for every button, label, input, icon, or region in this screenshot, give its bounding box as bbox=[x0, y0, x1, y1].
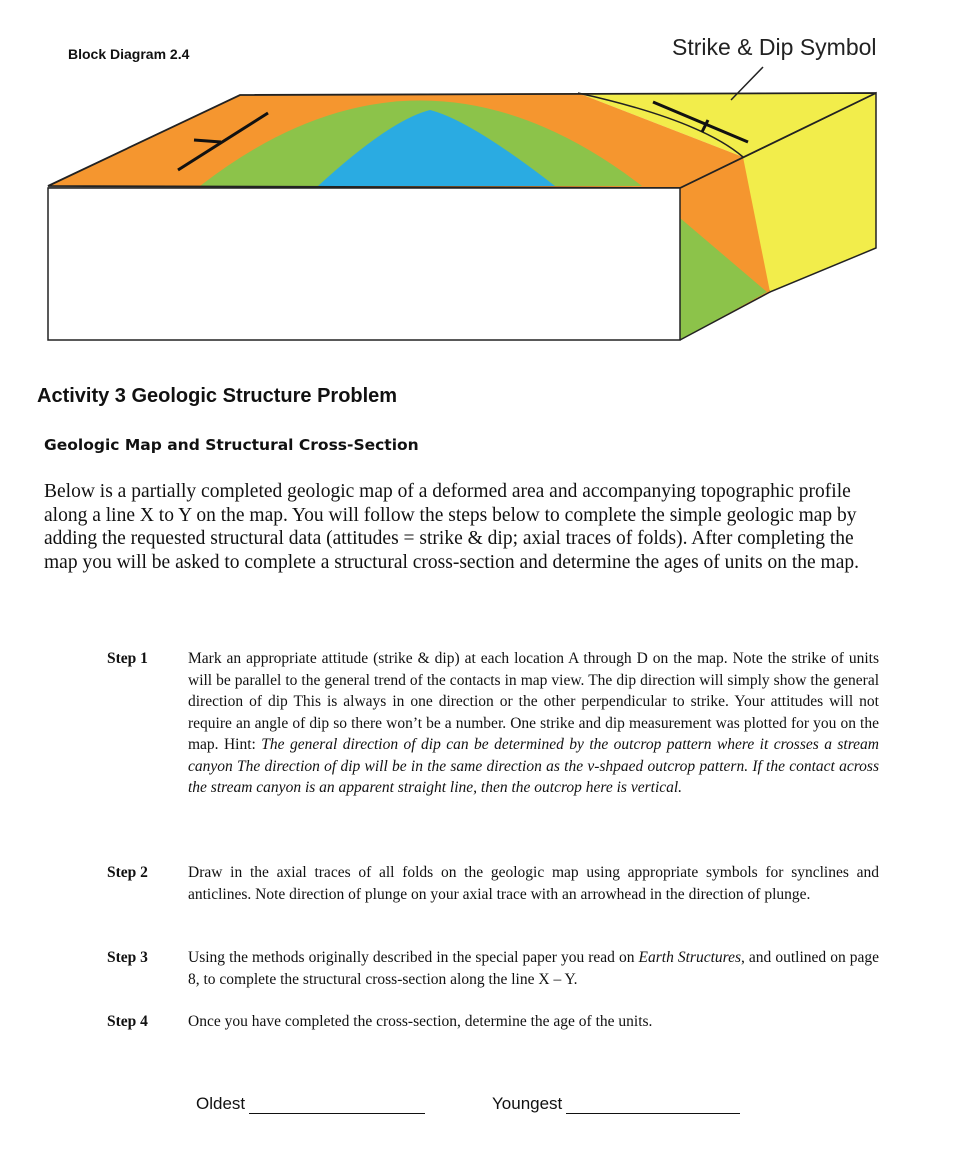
block-diagram bbox=[0, 0, 974, 360]
step-text: Mark an appropriate attitude (strike & dip) at each location A through D on the map. Note the strike of units will be parallel to the general trend of the contacts in map view. The dip direction will simply show the general direction of dip This is always in one direction or the other perpendicular to strike. Your attitudes will not require an angle of dip so there won’t be a number. One strike and dip measurement was plotted for you on the map. Hint: bbox=[188, 650, 879, 753]
youngest-answer bbox=[492, 1094, 740, 1114]
step-text: Using the methods originally described in the special paper you read on bbox=[188, 949, 639, 966]
step-4 bbox=[107, 1011, 879, 1033]
strike-dip-symbol-label: Strike & Dip Symbol bbox=[672, 34, 877, 60]
step-label: Step 1 bbox=[107, 650, 148, 667]
step-2 bbox=[107, 862, 879, 905]
oldest-answer bbox=[196, 1094, 425, 1114]
step-italic: Earth Structures bbox=[638, 949, 742, 966]
step-3 bbox=[107, 947, 879, 990]
youngest-answer-line[interactable] bbox=[566, 1097, 740, 1114]
diagram-title: Block Diagram 2.4 bbox=[68, 46, 190, 62]
intro-paragraph: Below is a partially completed geologic map of a deformed area and accompanying topographic profile along a line X to Y on the map. You will follow the steps below to complete the simple geologic map by adding the requested structural data (attitudes = strike & dip; axial traces of folds). After completing the map you will be asked to complete a structural cross-section and determine the ages of units on the map. bbox=[44, 481, 859, 573]
oldest-label: Oldest bbox=[196, 1094, 246, 1113]
step-label: Step 2 bbox=[107, 864, 148, 881]
youngest-label: Youngest bbox=[492, 1094, 563, 1113]
step-text: , and outlined on page 8, to complete the structural cross-section along the line X – Y. bbox=[188, 949, 879, 988]
step-hint: The general direction of dip can be determined by the outcrop pattern where it crosses a stream canyon The direction of dip will be in the same direction as the v-shpaed outcrop pattern. If the contact across the stream canyon is an apparent straight line, then the outcrop here is vertical. bbox=[188, 736, 879, 796]
activity-title: Activity 3 Geologic Structure Problem bbox=[37, 385, 398, 407]
front-face bbox=[48, 188, 680, 340]
activity-subtitle: Geologic Map and Structural Cross-Section bbox=[44, 436, 419, 454]
step-label: Step 4 bbox=[107, 1013, 148, 1030]
step-text: Draw in the axial traces of all folds on the geologic map using appropriate symbols for synclines and anticlines. Note direction of plunge on your axial trace with an arrowhead in the direction of plunge. bbox=[188, 864, 879, 903]
step-1 bbox=[107, 648, 879, 799]
step-label: Step 3 bbox=[107, 949, 148, 966]
oldest-answer-line[interactable] bbox=[249, 1097, 425, 1114]
step-text: Once you have completed the cross-section, determine the age of the units. bbox=[188, 1013, 653, 1030]
